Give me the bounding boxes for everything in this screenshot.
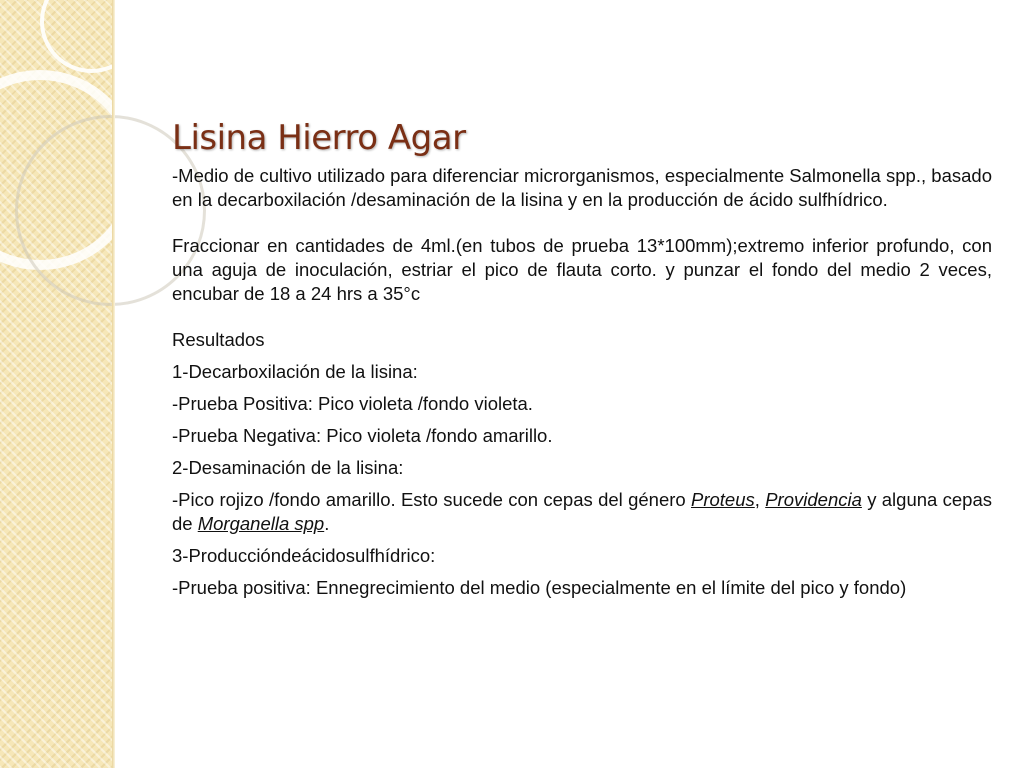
side-band-edge [112, 0, 115, 768]
pico-rojizo-paragraph [172, 488, 992, 536]
genus-proteus: Proteus [691, 489, 755, 510]
produccion-positiva: -Prueba positiva: Ennegrecimiento del medio (especialmente en el límite del pico y fondo) [172, 577, 907, 598]
separator-2: y alguna cepas de [172, 489, 992, 534]
resultados-section [172, 328, 992, 600]
resultados-heading: Resultados [172, 329, 265, 350]
desaminacion-title: 2-Desaminación de la lisina: [172, 457, 404, 478]
slide-title: Lisina Hierro Agar [172, 118, 466, 158]
fraccionar-paragraph: Fraccionar en cantidades de 4ml.(en tubos de prueba 13*100mm);extremo inferior profundo, con una aguja de inoculación, estriar el pico de flauta corto. y punzar el fondo del medio 2 veces, encubar de 18 a 24 hrs a 35°c [172, 235, 992, 304]
slide-content [172, 118, 992, 608]
intro-paragraph: -Medio de cultivo utilizado para diferenciar microrganismos, especialmente Salmonella spp., basado en la decarboxilación /desaminación de la lisina y en la producción de ácido sulfhídrico. [172, 165, 992, 210]
decarboxilacion-title: 1-Decarboxilación de la lisina: [172, 361, 418, 382]
separator-1: , [754, 489, 766, 510]
produccion-title: 3-Produccióndeácidosulfhídrico: [172, 545, 436, 566]
pico-rojizo-end: . [324, 513, 330, 534]
pico-rojizo-lead: -Pico rojizo /fondo amarillo. Esto sucede con cepas del género [172, 489, 691, 510]
decorative-ring-small [40, 0, 112, 73]
genus-providencia: Providencia [765, 489, 862, 510]
prueba-negativa: -Prueba Negativa: Pico violeta /fondo amarillo. [172, 425, 553, 446]
prueba-positiva: -Prueba Positiva: Pico violeta /fondo violeta. [172, 393, 533, 414]
genus-morganella: Morganella spp [197, 513, 325, 534]
